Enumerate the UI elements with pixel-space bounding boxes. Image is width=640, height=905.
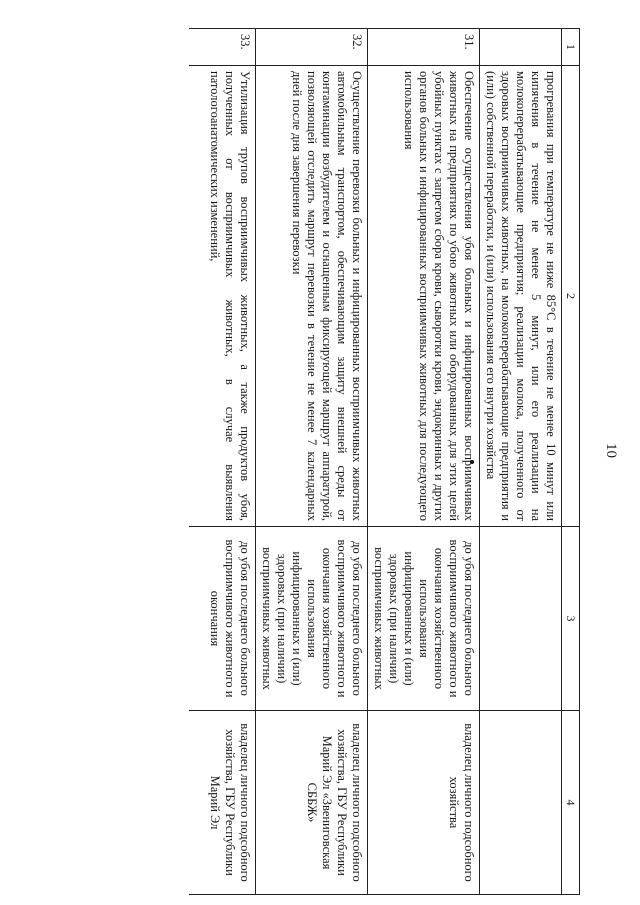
page-number: 10 [603,443,619,458]
rotated-page [20,28,580,888]
header-col-1: 1 [562,29,580,66]
table-row [189,29,256,895]
measures-table [189,28,580,895]
deadline-text [480,527,562,711]
responsible-text: владелец личного подсобного хозяйства [368,711,480,895]
header-col-4: 4 [562,711,580,895]
responsible-text: владелец личного подсобного хозяйства, ГБУ Республики Марий Эл «Звениговская СББЖ» [256,711,368,895]
header-row [562,29,580,895]
table-row [368,29,480,895]
table-row [480,29,562,895]
measure-text: Утилизация трупов восприимчивых животных, а также продуктов убоя, полученных от восприимчивых животных, в случае выявления патологоанатомических изменений, [189,66,256,527]
header-col-3: 3 [562,527,580,711]
header-col-2: 2 [562,66,580,527]
responsible-text [480,711,562,895]
measure-text: Осуществление перевозки больных и инфицированных восприимчивых животных автомобильным транспортом, обеспечивающим защиту внешней среды от контаминации возбудителем и оснащенным фиксирующей маршрут аппаратурой, позволяющей отследить маршрут перевозки в течение не менее 7 календарных дней после дня завершения перевозки [256,66,368,527]
row-number: 32. [256,29,368,66]
responsible-text: владелец личного подсобного хозяйства, ГБУ Республики Марий Эл [189,711,256,895]
measure-text: прогревания при температуре не ниже 85°С в течение не менее 10 минут или кипячения в течение не менее 5 минут, или его реализации на молокоперерабатывающие предприятия; реализации молока, полученного от здоровых восприимчивых животных, на молокоперерабатывающие предприятия и (или) собственной переработки, и (или) использования его внутри хозяйства [480,66,562,527]
row-number: 31. [368,29,480,66]
table-row [256,29,368,895]
deadline-text: до убоя последнего больного восприимчивого животного и окончания хозяйственного использования инфицированных и (или) здоровых (при наличии) восприимчивых животных [256,527,368,711]
deadline-text: до убоя последнего больного восприимчивого животного и окончания [189,527,256,711]
deadline-text: до убоя последнего больного восприимчивого животного и окончания хозяйственного использования инфицированных и (или) здоровых (при наличии) восприимчивых животных [368,527,480,711]
row-number: 33. [189,29,256,66]
measure-text: Обеспечение осуществления убоя больных и инфицированных восприимчивых животных на предприятиях по убою животных или оборудованных для этих целей убойных пунктах с запретом сбора крови, сыворотки крови, эндокринных и других органов больных и инфицированных восприимчивых животных для последующего использования [368,66,480,527]
row-number [480,29,562,66]
